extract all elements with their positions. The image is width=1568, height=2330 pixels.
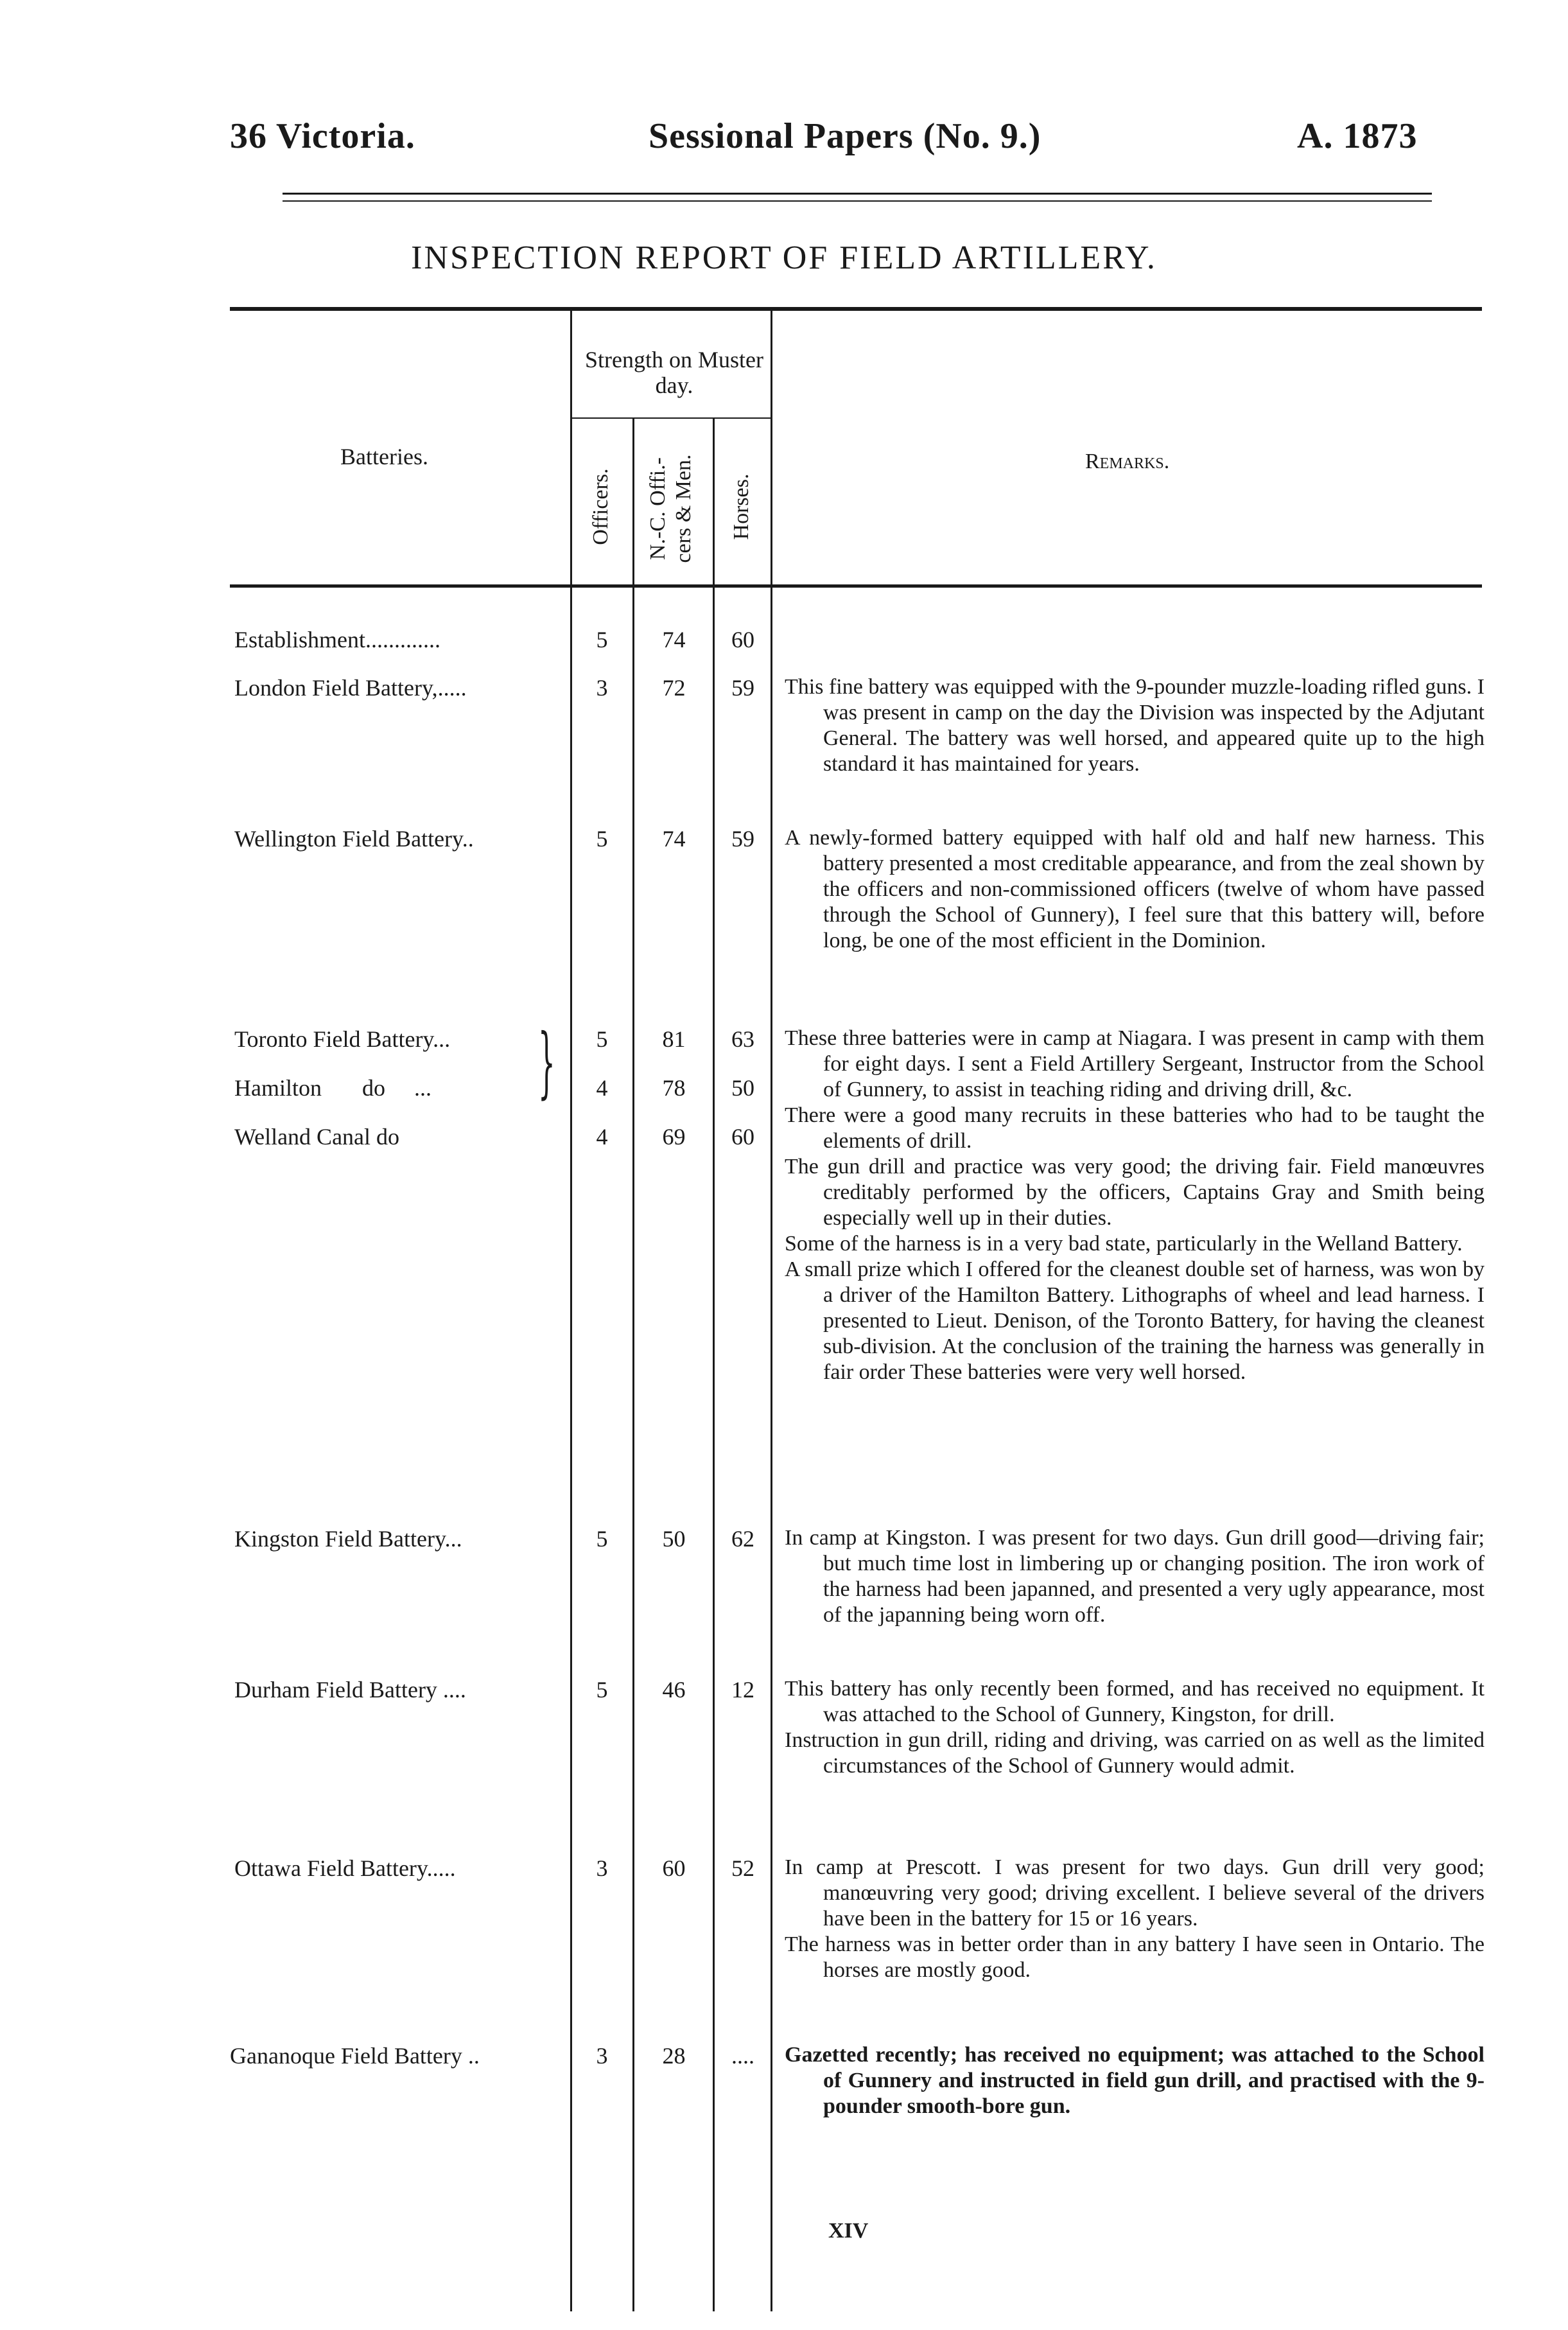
remarks-paragraph: Instruction in gun drill, riding and driving, was carried on as well as the limited circumstances of the School of Gunnery would admit. (785, 1728, 1485, 1778)
remarks-paragraph: There were a good many recruits in these batteries who had to be taught the elements of drill. (785, 1103, 1485, 1153)
officers-value: 3 (596, 2043, 608, 2069)
remarks-text (785, 1676, 1485, 1779)
horses-value: 59 (731, 826, 754, 852)
header-right: A. 1873 (1297, 116, 1418, 156)
ncos-value: 46 (662, 1677, 686, 1703)
horses-value: 63 (731, 1026, 754, 1052)
officers-value: 4 (596, 1124, 608, 1150)
remarks-paragraph: A newly-formed battery equipped with half old and half new harness. This battery presented a most creditable appearance, and from the zeal shown by the officers and non-commissioned officers (twelve of whom have passed through the School of Gunnery), I feel sure that this battery will, before long, be one of the most efficient in the Dominion. (785, 826, 1485, 952)
col-batteries-header: Batteries. (340, 444, 428, 469)
battery-name: Durham Field Battery .... (234, 1677, 466, 1703)
remarks-paragraph: This fine battery was equipped with the 9-pounder muzzle-loading rifled guns. I was present in camp on the day the Division was inspected by the Adjutant General. The battery was well horsed, and appeared quite up to the high standard it has maintained for years. (785, 675, 1485, 776)
remarks-paragraph: The gun drill and practice was very good; the driving fair. Field manœuvres creditably performed by the officers, Captains Gray and Smith being especially well up in their duties. (785, 1155, 1485, 1230)
table-top-rule (230, 307, 1482, 311)
officers-value: 5 (596, 627, 608, 653)
col-officers-header: Officers. (589, 468, 613, 545)
col-divider-2 (632, 419, 634, 2311)
ncos-value: 69 (662, 1124, 686, 1150)
horses-value: 59 (731, 675, 754, 701)
col-remarks-header: Remarks. (1085, 450, 1170, 473)
header-center: Sessional Papers (No. 9.) (649, 116, 1041, 156)
ncos-value: 28 (662, 2043, 686, 2069)
battery-name: Gananoque Field Battery .. (230, 2043, 480, 2069)
remarks-text (785, 674, 1485, 777)
remarks-text (785, 825, 1485, 954)
officers-value: 3 (596, 675, 608, 701)
remarks-paragraph: The harness was in better order than in any battery I have seen in Ontario. The horses are mostly good. (785, 1932, 1485, 1982)
ncos-value: 60 (662, 1855, 686, 1881)
col-nco-line1: N.-C. Offi.- (646, 457, 670, 560)
horses-value: 60 (731, 1124, 754, 1150)
col-divider-1 (570, 311, 572, 2311)
remarks-paragraph: In camp at Kingston. I was present for two days. Gun drill good—driving fair; but much time lost in limbering up or changing position. The iron work of the harness had been japanned, and presented a very ugly appearance, most of the japanning being worn off. (785, 1526, 1485, 1627)
table-head-rule (230, 584, 1482, 588)
group-remarks-text (785, 1026, 1485, 1385)
remarks-paragraph: In camp at Prescott. I was present for two days. Gun drill very good; manœuvring very good; driving excellent. I believe several of the drivers have been in the battery for 15 or 16 years. (785, 1855, 1485, 1931)
remarks-paragraph: These three batteries were in camp at Niagara. I was present in camp with them for eight days. I sent a Field Artillery Sergeant, Instructor from the School of Gunnery, to assist in teaching riding and driving drill, &c. (785, 1026, 1485, 1101)
ncos-value: 78 (662, 1075, 686, 1101)
officers-value: 5 (596, 1526, 608, 1552)
remarks-text (785, 2042, 1485, 2119)
battery-name: Hamilton do ... (234, 1075, 431, 1101)
officers-value: 5 (596, 1677, 608, 1703)
group-brace: } (538, 1018, 555, 1107)
horses-value: 12 (731, 1677, 754, 1703)
header-rule-bottom (283, 200, 1432, 202)
col-nco-line2: cers & Men. (672, 454, 695, 563)
strength-group-rule (571, 417, 771, 419)
horses-value: 52 (731, 1855, 754, 1881)
battery-name: Establishment............. (234, 627, 440, 653)
officers-value: 4 (596, 1075, 608, 1101)
horses-value: 60 (731, 627, 754, 653)
ncos-value: 74 (662, 826, 686, 852)
header-left: 36 Victoria. (230, 116, 415, 156)
col-nco-header (645, 432, 697, 586)
remarks-paragraph: Some of the harness is in a very bad state, particularly in the Welland Battery. (785, 1232, 1463, 1256)
header-rule-top (283, 193, 1432, 195)
remarks-paragraph: A small prize which I offered for the cleanest double set of harness, was won by a driver of the Hamilton Battery. Lithographs of wheel and lead harness. I presented to Lieut. Denison, of the Toronto Battery, for having the cleanest sub-division. At the conclusion of the training the harness was generally in fair order These batteries were very well horsed. (785, 1257, 1485, 1384)
ncos-value: 50 (662, 1526, 686, 1552)
battery-name: Kingston Field Battery... (234, 1526, 462, 1552)
horses-value: 50 (731, 1075, 754, 1101)
remarks-text (785, 1855, 1485, 1983)
battery-name: London Field Battery,..... (234, 675, 467, 701)
battery-name: Welland Canal do (234, 1124, 400, 1150)
strength-group-header: Strength on Muster day. (585, 347, 763, 398)
ncos-value: 81 (662, 1026, 686, 1052)
battery-name: Toronto Field Battery... (234, 1026, 451, 1052)
ncos-value: 72 (662, 675, 686, 701)
officers-value: 3 (596, 1855, 608, 1881)
ncos-value: 74 (662, 627, 686, 653)
page-number: XIV (828, 2219, 869, 2243)
horses-value: .... (731, 2043, 754, 2069)
officers-value: 5 (596, 826, 608, 852)
horses-value: 62 (731, 1526, 754, 1552)
battery-name: Ottawa Field Battery..... (234, 1855, 456, 1881)
officers-value: 5 (596, 1026, 608, 1052)
page-title: INSPECTION REPORT OF FIELD ARTILLERY. (411, 240, 1157, 276)
col-divider-3 (713, 419, 715, 2311)
remarks-text (785, 1525, 1485, 1628)
col-horses-header: Horses. (729, 473, 753, 540)
col-divider-4 (771, 311, 772, 2311)
remarks-paragraph: This battery has only recently been formed, and has received no equipment. It was attached to the School of Gunnery, Kingston, for drill. (785, 1677, 1485, 1726)
battery-name: Wellington Field Battery.. (234, 826, 474, 852)
remarks-paragraph: Gazetted recently; has received no equipment; was attached to the School of Gunnery and instructed in field gun drill, and practised with the 9-pounder smooth-bore gun. (785, 2043, 1485, 2118)
